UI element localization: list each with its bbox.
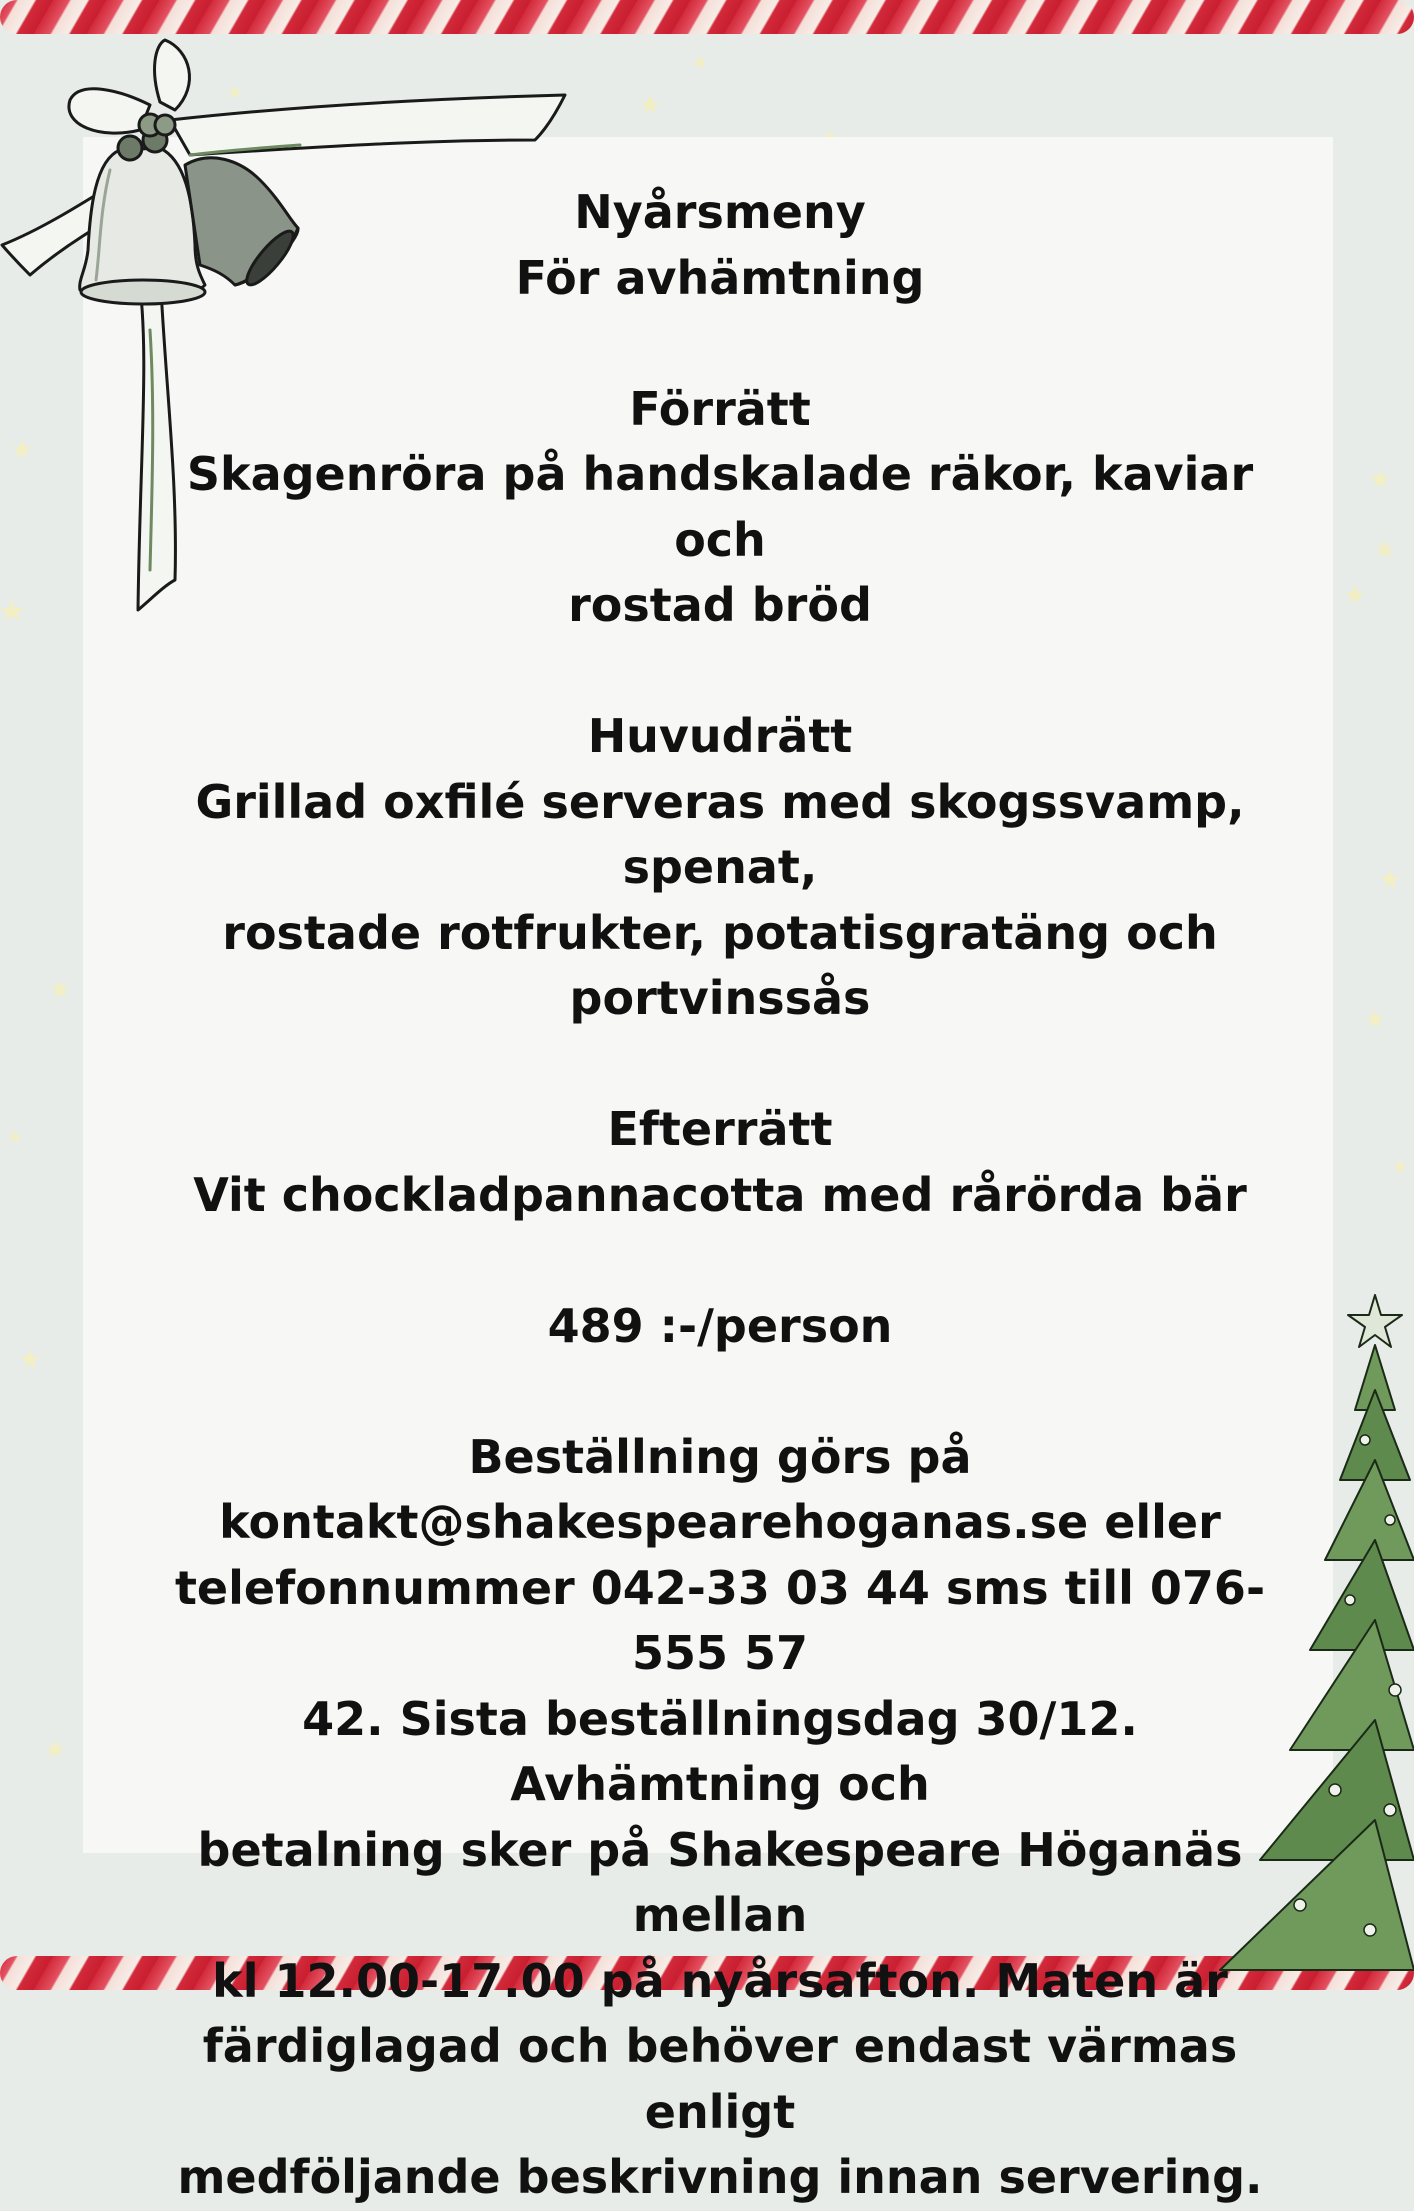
ordering-line: Beställning görs på — [468, 1429, 972, 1484]
star-icon — [8, 1130, 22, 1143]
star-icon — [20, 1350, 40, 1368]
dessert-heading: Efterrätt — [607, 1102, 833, 1156]
main-course-line: portvinssås — [569, 971, 871, 1025]
star-icon — [1345, 585, 1365, 603]
ordering-line: 42. Sista beställningsdag 30/12. Avhämtning och — [302, 1691, 1138, 1811]
main-course-heading: Huvudrätt — [587, 709, 853, 763]
main-course-line: Grillad oxfilé serveras med skogssvamp, spenat, — [195, 774, 1245, 894]
dessert-line: Vit chockladpannacotta med rårörda bär — [193, 1167, 1247, 1222]
ordering-line: färdiglagad och behöver endast värmas enligt — [202, 2019, 1238, 2139]
star-icon — [1365, 1010, 1385, 1028]
star-icon — [1370, 470, 1390, 488]
menu-content — [140, 180, 1300, 2211]
starter-heading: Förrätt — [629, 381, 811, 436]
candy-stripe-top — [0, 0, 1414, 34]
ordering-line: medföljande beskrivning innan servering. — [177, 2150, 1263, 2204]
menu-title: Nyårsmeny — [574, 185, 866, 239]
ordering-line: kontakt@shakespearehoganas.se eller — [219, 1495, 1221, 1549]
starter-line: rostad bröd — [568, 578, 872, 632]
ordering-line: betalning sker på Shakespeare Höganäs mellan — [197, 1822, 1243, 1942]
star-icon — [640, 95, 660, 113]
star-icon — [45, 1740, 65, 1758]
ordering-line: kl 12.00-17.00 på nyårsafton. Maten är — [212, 1953, 1228, 2008]
menu-subtitle: För avhämtning — [515, 250, 925, 305]
ordering-line: telefonnummer 042-33 03 44 sms till 076- 555 57 — [174, 1560, 1266, 1680]
star-icon — [693, 55, 707, 68]
star-icon — [1375, 540, 1395, 558]
star-icon — [1380, 870, 1400, 888]
main-course-line: rostade rotfrukter, potatisgratäng och — [222, 905, 1218, 960]
star-icon — [1393, 1160, 1407, 1173]
starter-line: Skagenröra på handskalade räkor, kaviar och — [186, 447, 1254, 567]
star-icon — [50, 980, 70, 998]
price: 489 :-/person — [547, 1298, 893, 1353]
